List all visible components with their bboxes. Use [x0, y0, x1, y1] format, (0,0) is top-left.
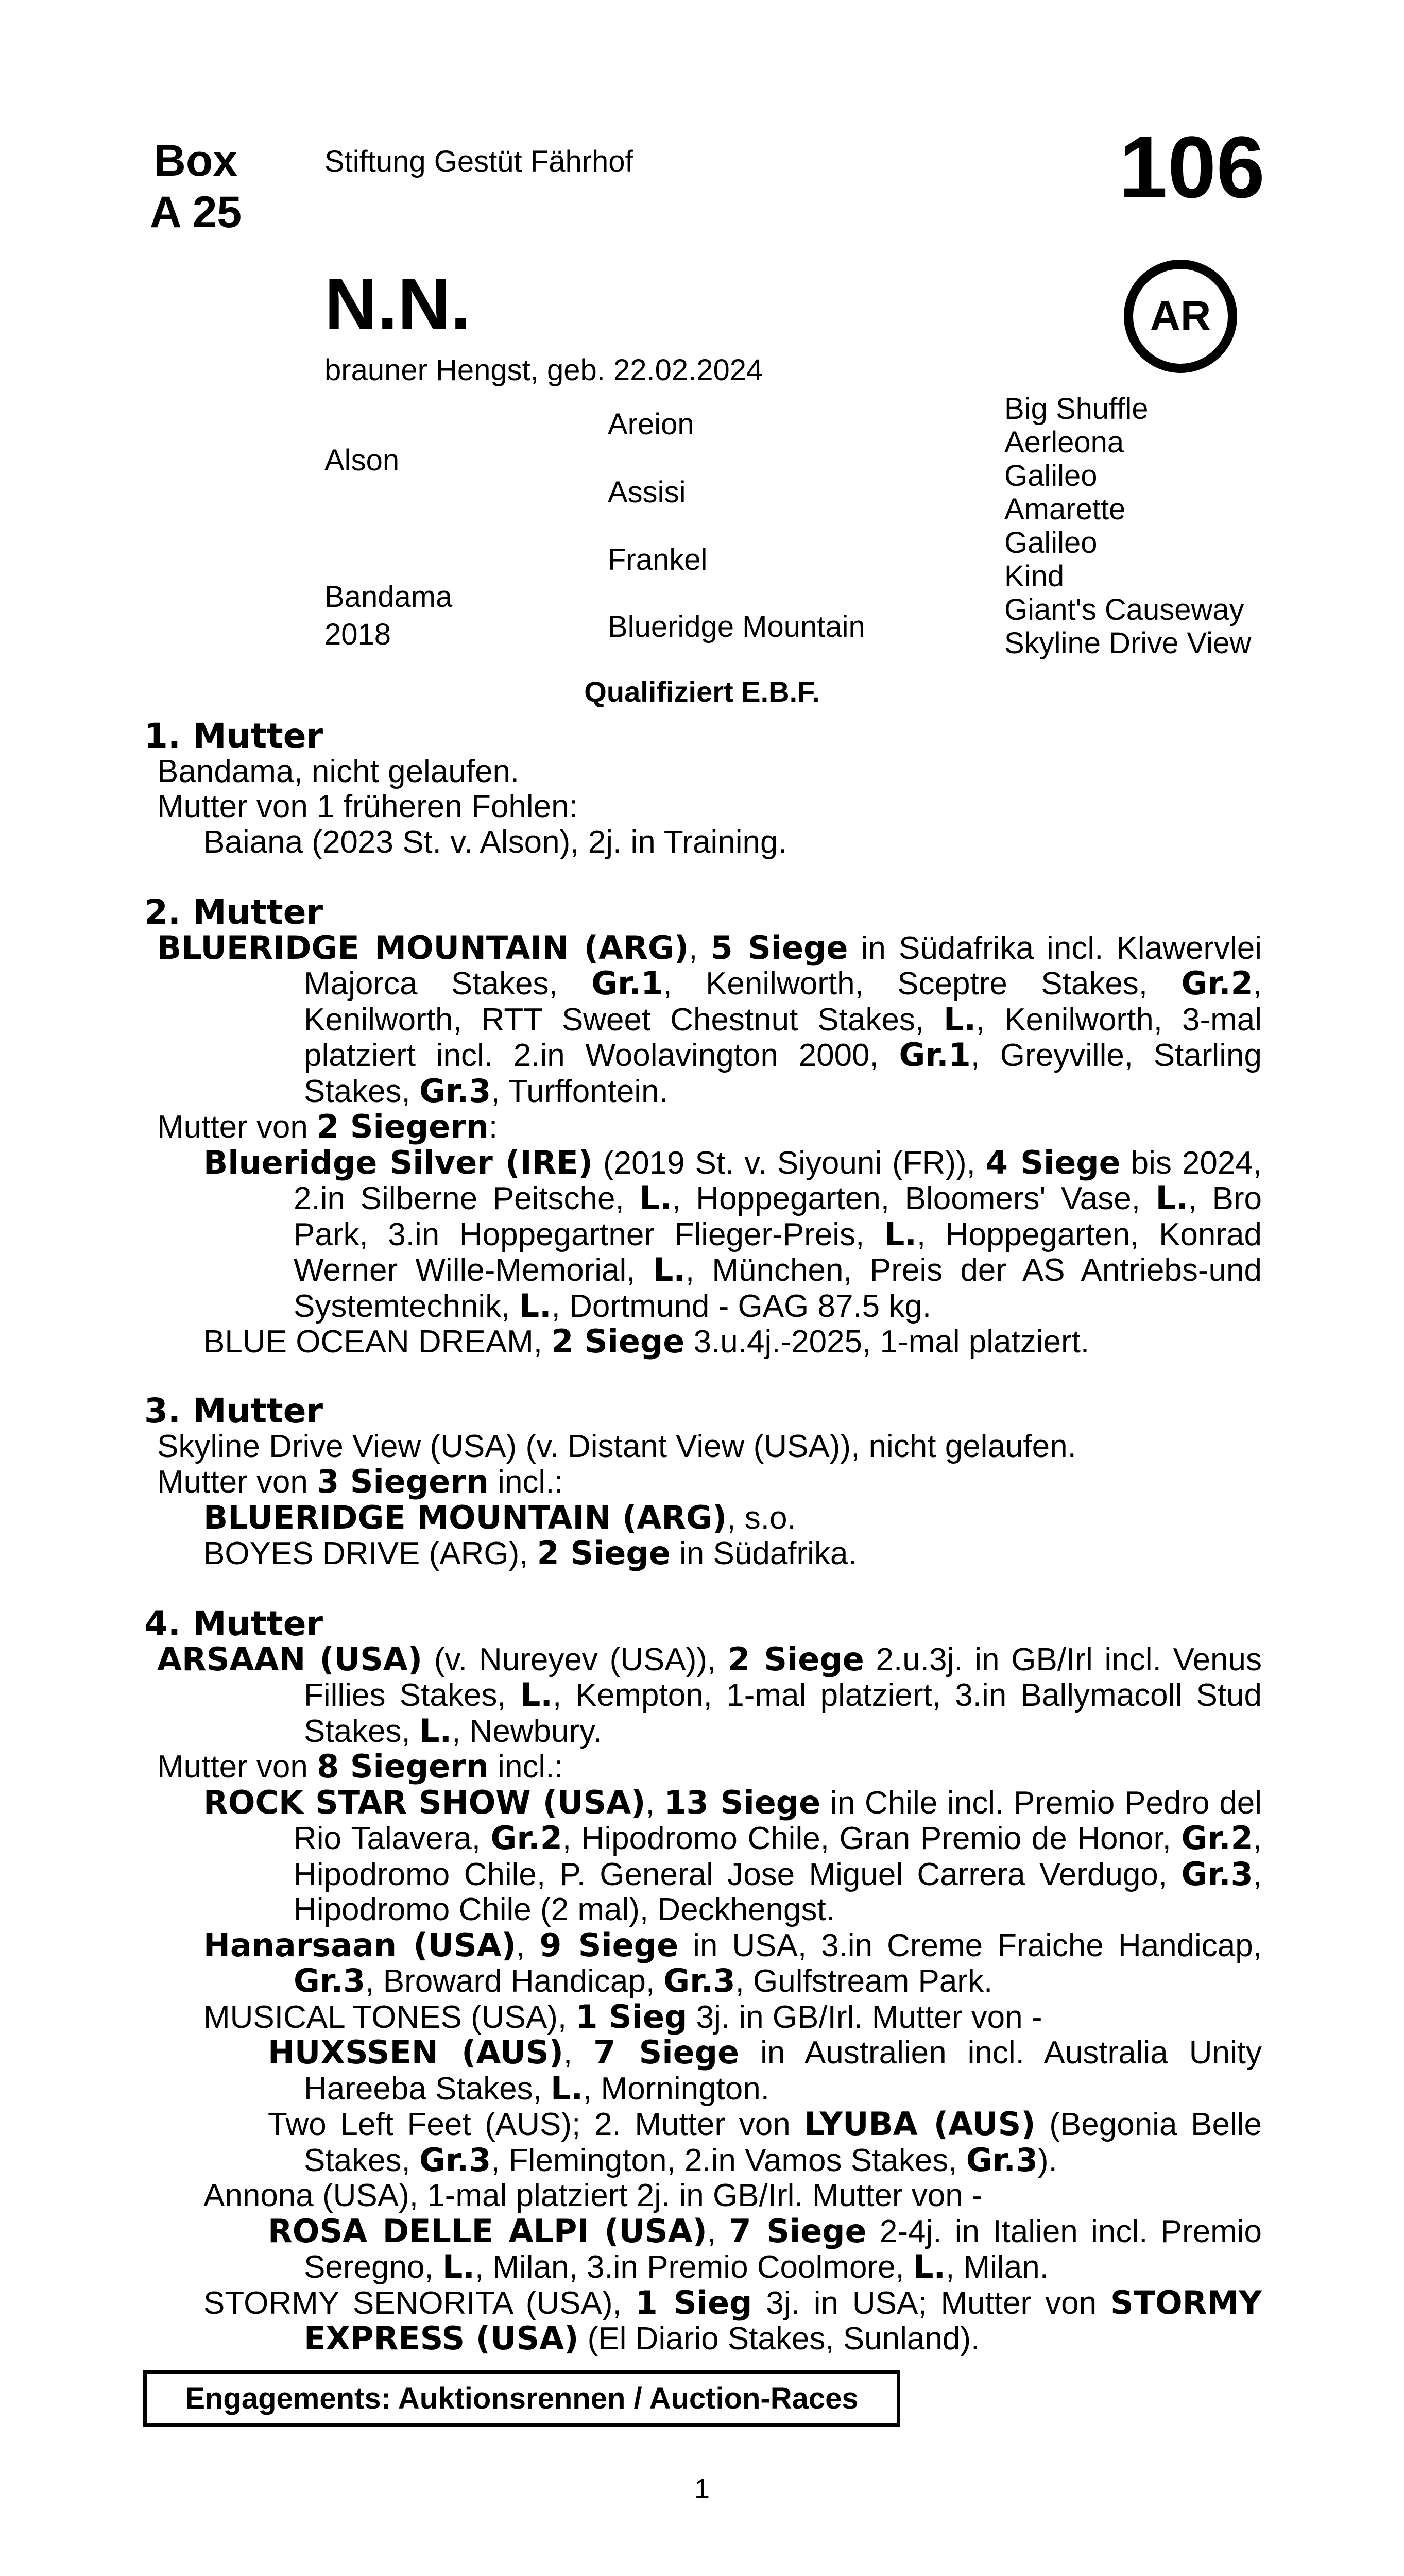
text: , Hoppegarten, Bloomers' Vase,	[672, 1181, 1156, 1216]
text: Two Left Feet (AUS); 2. Mutter von	[268, 2107, 804, 2142]
pedigree-grandparent: Frankel	[608, 543, 708, 577]
pedigree-grandparent: Areion	[608, 408, 694, 441]
progeny-record	[144, 1324, 1262, 1360]
text: Mutter von	[157, 1749, 317, 1785]
horse-name-bold: Blueridge Silver (IRE)	[203, 1143, 593, 1181]
listed: L.	[442, 2248, 475, 2285]
text: in Südafrika.	[670, 1536, 857, 1571]
text: :	[488, 1109, 498, 1145]
text: , Kenilworth, Sceptre Stakes,	[663, 966, 1182, 1002]
section-heading: 2. Mutter	[144, 892, 323, 932]
dam-line: Mutter von 1 früheren Fohlen:	[157, 789, 578, 824]
grade: Gr.2	[490, 1819, 562, 1857]
engagements-box	[143, 2370, 900, 2427]
page-number: 1	[694, 2473, 710, 2504]
progeny-record	[144, 2285, 1262, 2357]
text: , Hipodromo Chile, P. General Jose Miguel Carrera Verdugo,	[294, 1821, 1262, 1892]
progeny-summary	[144, 1464, 1262, 1500]
section-heading: 3. Mutter	[144, 1391, 323, 1431]
horse-name-bold: ARSAAN (USA)	[157, 1640, 423, 1678]
ar-badge-icon	[1124, 260, 1237, 373]
wins: 1 Sieg	[635, 2283, 752, 2321]
text: , Kenilworth, 3-mal platziert incl. 2.in Woolavington 2000,	[304, 1002, 1262, 1073]
text: , Greyville, Starling Stakes,	[304, 1038, 1262, 1109]
wins: 9 Siege	[539, 1926, 679, 1964]
progeny-record	[144, 1500, 1262, 1536]
section-mutter-3	[144, 1391, 1262, 1572]
text: (Begonia Belle Stakes,	[304, 2107, 1262, 2178]
foal-line: Baiana (2023 St. v. Alson), 2j. in Training.	[203, 824, 787, 860]
text: incl.:	[488, 1464, 563, 1500]
text: ,	[689, 930, 711, 966]
text: ,	[645, 1785, 664, 1821]
text: , Turffontein.	[491, 1073, 668, 1109]
listed: L.	[944, 1000, 977, 1038]
listed: L.	[884, 1215, 917, 1253]
progeny-record	[144, 1999, 1262, 2036]
listed: L.	[653, 1251, 686, 1289]
text: in USA, 3.in Creme Fraiche Handicap,	[678, 1927, 1262, 1963]
wins: 7 Siege	[593, 2033, 740, 2071]
wins: 2 Siege	[551, 1323, 685, 1360]
wins: 4 Siege	[985, 1143, 1121, 1181]
text: (2019 St. v. Siyouni (FR)),	[593, 1145, 986, 1181]
section-heading: 4. Mutter	[144, 1604, 323, 1643]
listed: L.	[639, 1179, 672, 1217]
text: Mutter von	[157, 1464, 317, 1500]
progeny-record	[144, 1145, 1262, 1325]
section-mutter-4	[144, 1606, 1262, 2357]
progeny-record	[144, 1536, 1262, 1572]
pedigree-grandparent: Assisi	[608, 476, 686, 509]
text: , Hipodromo Chile (2 mal), Deckhengst.	[294, 1856, 1262, 1927]
pedigree-grandparent: Blueridge Mountain	[608, 610, 865, 643]
qualification: Qualifiziert E.B.F.	[584, 675, 820, 708]
grade: Gr.3	[966, 2141, 1038, 2179]
text: , Broward Handicap,	[365, 1963, 664, 1999]
listed: L.	[419, 1711, 452, 1750]
wins: 13 Siege	[664, 1783, 821, 1821]
pedigree-great-grandparent: Amarette	[1004, 493, 1126, 526]
section-mutter-1	[144, 716, 1262, 860]
pedigree-great-grandparent: Aerleona	[1004, 426, 1124, 459]
box-line-2: A 25	[149, 188, 242, 237]
engagements-label: Engagements: Auktionsrennen / Auction-Races	[185, 2381, 859, 2415]
horse-name-bold: BLUERIDGE MOUNTAIN (ARG)	[203, 1498, 727, 1536]
pedigree-great-grandparent: Kind	[1004, 560, 1065, 593]
grand-progeny-record	[144, 2107, 1262, 2178]
box-label	[144, 135, 247, 238]
grade: Gr.3	[294, 1962, 366, 1999]
text: , Kempton, 1-mal platziert, 3.in Ballymacoll Stud Stakes,	[304, 1677, 1262, 1749]
progeny-record: Annona (USA), 1-mal platziert 2j. in GB/Irl. Mutter von -	[203, 2178, 983, 2213]
text: , Hipodromo Chile, Gran Premio de Honor,	[562, 1821, 1182, 1856]
grade: Gr.1	[899, 1036, 971, 1074]
horse-name-bold: STORMY EXPRESS (USA)	[304, 2283, 1262, 2357]
pedigree-dam-year: 2018	[324, 618, 391, 651]
section-heading: 1. Mutter	[144, 716, 323, 756]
listed: L.	[519, 1286, 552, 1325]
text: BOYES DRIVE (ARG),	[203, 1536, 537, 1571]
text: , Mornington.	[583, 2071, 769, 2107]
owner-name: Stiftung Gestüt Fährhof	[324, 145, 633, 178]
wins: 5 Siege	[710, 928, 848, 967]
horse-name-bold: HUXSSEN (AUS)	[268, 2033, 563, 2071]
grand-progeny-record	[144, 2035, 1262, 2107]
progeny-record	[144, 1928, 1262, 1999]
pedigree-sire: Alson	[324, 444, 400, 477]
pedigree-great-grandparent: Galileo	[1004, 459, 1098, 493]
text: in Chile incl. Premio Pedro del Rio Talavera,	[294, 1785, 1262, 1856]
horse-name-bold: ROSA DELLE ALPI (USA)	[268, 2212, 707, 2250]
text: , Newbury.	[452, 1713, 602, 1749]
text: ,	[563, 2035, 594, 2071]
progeny-record	[144, 1785, 1262, 1928]
winners-count: 8 Siegern	[317, 1748, 489, 1785]
grade: Gr.2	[1181, 964, 1253, 1002]
text: 2-4j. in Italien incl. Premio Seregno,	[304, 2213, 1262, 2285]
listed: L.	[520, 1676, 553, 1714]
dam-record: Skyline Drive View (USA) (v. Distant View (USA)), nicht gelaufen.	[157, 1428, 1076, 1464]
text: 3.u.4j.-2025, 1-mal platziert.	[684, 1324, 1090, 1360]
dam-line: Bandama, nicht gelaufen.	[157, 753, 520, 789]
listed: L.	[1155, 1179, 1188, 1217]
pedigree-dam: Bandama	[324, 580, 453, 614]
grade: Gr.3	[419, 1072, 491, 1110]
text: , Kenilworth, RTT Sweet Chestnut Stakes,	[304, 966, 1262, 1038]
text: , Hoppegarten, Konrad Werner Wille-Memorial,	[294, 1216, 1262, 1288]
text: , Dortmund - GAG 87.5 kg.	[551, 1288, 932, 1324]
grade: Gr.3	[663, 1962, 735, 1999]
grade: Gr.1	[591, 964, 663, 1002]
progeny-summary	[144, 1109, 1262, 1145]
text: STORMY SENORITA (USA),	[203, 2285, 636, 2321]
text: MUSICAL TONES (USA),	[203, 1999, 576, 2035]
text: (v. Nureyev (USA)),	[422, 1641, 728, 1677]
text: 3j. in USA; Mutter von	[752, 2285, 1110, 2321]
text: , s.o.	[727, 1500, 796, 1536]
pedigree-great-grandparent: Galileo	[1004, 526, 1098, 560]
horse-name-bold: LYUBA (AUS)	[804, 2105, 1036, 2143]
grade: Gr.3	[1181, 1855, 1253, 1893]
wins: 7 Siege	[729, 2212, 867, 2250]
ar-badge-label: AR	[1150, 293, 1211, 340]
grade: Gr.2	[1181, 1819, 1253, 1857]
text: , Flemington, 2.in Vamos Stakes,	[491, 2142, 966, 2178]
wins: 1 Sieg	[575, 1997, 688, 2036]
text: , Gulfstream Park.	[735, 1963, 993, 1999]
horse-name-bold: ROCK STAR SHOW (USA)	[203, 1783, 646, 1821]
text: , Bro Park, 3.in Hoppegartner Flieger-Preis,	[294, 1181, 1262, 1252]
horse-description: brauner Hengst, geb. 22.02.2024	[324, 353, 763, 387]
text: in Australien incl. Australia Unity Hareeba Stakes,	[304, 2035, 1262, 2107]
listed: L.	[913, 2248, 946, 2285]
wins: 2 Siege	[728, 1640, 864, 1678]
text: bis 2024, 2.in Silberne Peitsche,	[294, 1145, 1262, 1216]
grade: Gr.3	[419, 2141, 491, 2179]
horse-name: N.N.	[324, 263, 471, 345]
text: ,	[516, 1927, 540, 1963]
horse-name-bold: BLUERIDGE MOUNTAIN (ARG)	[157, 928, 689, 967]
text: 2.u.3j. in GB/Irl incl. Venus Fillies Stakes,	[304, 1641, 1262, 1713]
text: , München, Preis der AS Antriebs-und Systemtechnik,	[294, 1252, 1262, 1324]
text: ,	[707, 2213, 729, 2249]
wins: 2 Siege	[537, 1534, 671, 1572]
text: (El Diario Stakes, Sunland).	[578, 2321, 980, 2357]
text: BLUE OCEAN DREAM,	[203, 1324, 552, 1360]
progeny-summary	[144, 1749, 1262, 1785]
box-line-1: Box	[153, 136, 238, 185]
horse-name-bold: Hanarsaan (USA)	[203, 1926, 517, 1964]
text: 3j. in GB/Irl. Mutter von -	[687, 1999, 1042, 2035]
text: , Milan.	[946, 2249, 1049, 2285]
text: ).	[1038, 2142, 1057, 2178]
text: incl.:	[488, 1749, 563, 1785]
lot-number: 106	[1119, 118, 1265, 216]
pedigree-great-grandparent: Big Shuffle	[1004, 392, 1149, 426]
winners-count: 2 Siegern	[317, 1108, 489, 1145]
pedigree-great-grandparent: Giant's Causeway	[1004, 593, 1244, 626]
section-mutter-2	[144, 892, 1262, 1360]
winners-count: 3 Siegern	[317, 1463, 489, 1500]
text: Mutter von	[157, 1109, 317, 1145]
listed: L.	[551, 2069, 584, 2107]
text: in Südafrika incl. Klawervlei Majorca Stakes,	[304, 930, 1262, 1002]
text: , Milan, 3.in Premio Coolmore,	[474, 2249, 913, 2285]
grand-progeny-record	[144, 2214, 1262, 2285]
dam-record	[144, 930, 1262, 1110]
pedigree-great-grandparent: Skyline Drive View	[1004, 626, 1252, 660]
dam-record	[144, 1642, 1262, 1750]
